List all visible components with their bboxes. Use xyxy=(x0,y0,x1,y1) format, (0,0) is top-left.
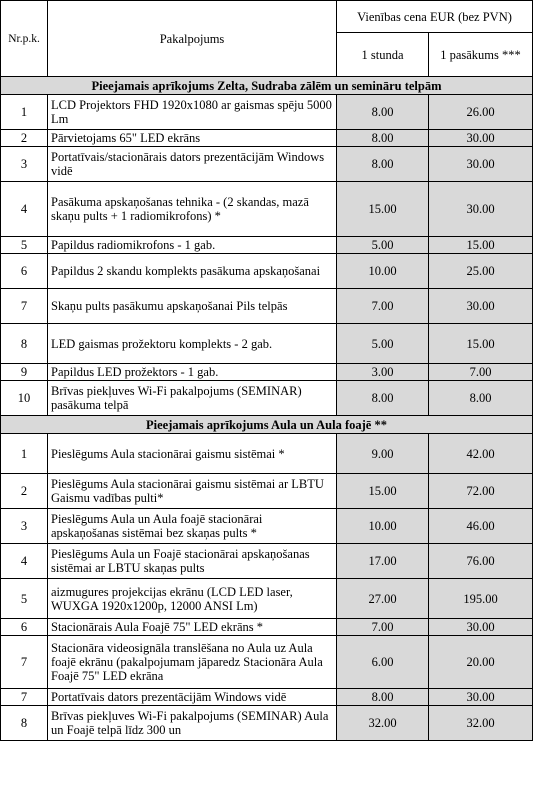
row-number: 3 xyxy=(1,509,48,544)
table-row xyxy=(1,706,533,741)
row-number: 5 xyxy=(1,237,48,254)
table-row xyxy=(1,509,533,544)
service-name: Portatīvais dators prezentācijām Windows vidē xyxy=(48,689,337,706)
price-per-hour: 7.00 xyxy=(337,289,429,324)
col-header-per-event: 1 pasākums *** xyxy=(429,33,533,77)
table-row xyxy=(1,474,533,509)
row-number: 3 xyxy=(1,147,48,182)
price-per-hour: 15.00 xyxy=(337,474,429,509)
price-per-hour: 8.00 xyxy=(337,95,429,130)
row-number: 7 xyxy=(1,689,48,706)
section-title: Pieejamais aprīkojums Aula un Aula foajē ** xyxy=(1,416,533,434)
price-per-event: 30.00 xyxy=(429,182,533,237)
price-per-event: 20.00 xyxy=(429,636,533,689)
table-row xyxy=(1,324,533,364)
section-header-row xyxy=(1,416,533,434)
price-per-event: 46.00 xyxy=(429,509,533,544)
price-per-event: 25.00 xyxy=(429,254,533,289)
row-number: 4 xyxy=(1,544,48,579)
price-per-event: 15.00 xyxy=(429,324,533,364)
section-title: Pieejamais aprīkojums Zelta, Sudraba zālēm un semināru telpām xyxy=(1,77,533,95)
section-header-row xyxy=(1,77,533,95)
price-per-hour: 10.00 xyxy=(337,509,429,544)
service-name: Papildus LED prožektors - 1 gab. xyxy=(48,364,337,381)
row-number: 8 xyxy=(1,324,48,364)
price-per-hour: 7.00 xyxy=(337,619,429,636)
row-number: 7 xyxy=(1,636,48,689)
service-name: Brīvas piekļuves Wi-Fi pakalpojums (SEMINAR) Aula un Foajē telpā līdz 300 un xyxy=(48,706,337,741)
service-name: Pasākuma apskaņošanas tehnika - (2 skandas, mazā skaņu pults + 1 radiomikrofons) * xyxy=(48,182,337,237)
price-per-hour: 3.00 xyxy=(337,364,429,381)
service-name: Pārvietojams 65" LED ekrāns xyxy=(48,130,337,147)
price-per-event: 72.00 xyxy=(429,474,533,509)
row-number: 2 xyxy=(1,474,48,509)
service-name: Pieslēgums Aula un Foajē stacionārai apskaņošanas sistēmai ar LBTU skaņas pults xyxy=(48,544,337,579)
service-name: Pieslēgums Aula stacionārai gaismu sistēmai * xyxy=(48,434,337,474)
price-per-event: 32.00 xyxy=(429,706,533,741)
table-row xyxy=(1,689,533,706)
price-per-hour: 10.00 xyxy=(337,254,429,289)
price-per-event: 30.00 xyxy=(429,147,533,182)
price-per-event: 30.00 xyxy=(429,619,533,636)
row-number: 1 xyxy=(1,95,48,130)
table-body xyxy=(1,77,533,741)
price-per-hour: 8.00 xyxy=(337,130,429,147)
service-name: LCD Projektors FHD 1920x1080 ar gaismas spēju 5000 Lm xyxy=(48,95,337,130)
price-per-hour: 8.00 xyxy=(337,147,429,182)
service-name: LED gaismas prožektoru komplekts - 2 gab. xyxy=(48,324,337,364)
price-per-hour: 8.00 xyxy=(337,381,429,416)
price-per-event: 15.00 xyxy=(429,237,533,254)
price-per-hour: 32.00 xyxy=(337,706,429,741)
row-number: 4 xyxy=(1,182,48,237)
service-name: aizmugures projekcijas ekrānu (LCD LED laser, WUXGA 1920x1200p, 12000 ANSI Lm) xyxy=(48,579,337,619)
service-name: Portatīvais/stacionārais dators prezentācijām Windows vidē xyxy=(48,147,337,182)
table-row xyxy=(1,289,533,324)
table-row xyxy=(1,182,533,237)
price-per-event: 30.00 xyxy=(429,130,533,147)
price-per-event: 42.00 xyxy=(429,434,533,474)
price-per-event: 195.00 xyxy=(429,579,533,619)
row-number: 5 xyxy=(1,579,48,619)
row-number: 6 xyxy=(1,254,48,289)
table-row xyxy=(1,254,533,289)
row-number: 6 xyxy=(1,619,48,636)
price-per-hour: 15.00 xyxy=(337,182,429,237)
price-per-event: 30.00 xyxy=(429,689,533,706)
service-name: Stacionāra videosignāla translēšana no Aula uz Aula foajē ekrānu (pakalpojumam jāparedz Stacionāra Aula Foajē 75" LED ekrāna xyxy=(48,636,337,689)
table-row xyxy=(1,147,533,182)
table-row xyxy=(1,619,533,636)
price-per-hour: 27.00 xyxy=(337,579,429,619)
price-per-hour: 5.00 xyxy=(337,324,429,364)
table-row xyxy=(1,381,533,416)
table-row xyxy=(1,544,533,579)
price-per-hour: 8.00 xyxy=(337,689,429,706)
table-row xyxy=(1,364,533,381)
table-row xyxy=(1,130,533,147)
price-per-hour: 9.00 xyxy=(337,434,429,474)
table-row xyxy=(1,636,533,689)
price-per-event: 7.00 xyxy=(429,364,533,381)
price-per-event: 76.00 xyxy=(429,544,533,579)
row-number: 8 xyxy=(1,706,48,741)
table-row xyxy=(1,237,533,254)
price-per-event: 26.00 xyxy=(429,95,533,130)
col-header-per-hour: 1 stunda xyxy=(337,33,429,77)
row-number: 9 xyxy=(1,364,48,381)
service-name: Brīvas piekļuves Wi-Fi pakalpojums (SEMINAR) pasākuma telpā xyxy=(48,381,337,416)
price-per-event: 8.00 xyxy=(429,381,533,416)
table-row xyxy=(1,579,533,619)
price-per-hour: 5.00 xyxy=(337,237,429,254)
table-row xyxy=(1,434,533,474)
row-number: 1 xyxy=(1,434,48,474)
col-header-unit-price: Vienības cena EUR (bez PVN) xyxy=(337,1,533,33)
price-per-hour: 6.00 xyxy=(337,636,429,689)
col-header-nr: Nr.p.k. xyxy=(1,1,48,77)
service-name: Papildus 2 skandu komplekts pasākuma apskaņošanai xyxy=(48,254,337,289)
row-number: 10 xyxy=(1,381,48,416)
table-row xyxy=(1,95,533,130)
row-number: 7 xyxy=(1,289,48,324)
price-per-hour: 17.00 xyxy=(337,544,429,579)
service-name: Pieslēgums Aula stacionārai gaismu sistēmai ar LBTU Gaismu vadības pulti* xyxy=(48,474,337,509)
service-name: Papildus radiomikrofons - 1 gab. xyxy=(48,237,337,254)
service-name: Skaņu pults pasākumu apskaņošanai Pils telpās xyxy=(48,289,337,324)
service-name: Pieslēgums Aula un Aula foajē stacionārai apskaņošanas sistēmai bez skaņas pults * xyxy=(48,509,337,544)
service-name: Stacionārais Aula Foajē 75" LED ekrāns * xyxy=(48,619,337,636)
row-number: 2 xyxy=(1,130,48,147)
col-header-service: Pakalpojums xyxy=(48,1,337,77)
price-per-event: 30.00 xyxy=(429,289,533,324)
